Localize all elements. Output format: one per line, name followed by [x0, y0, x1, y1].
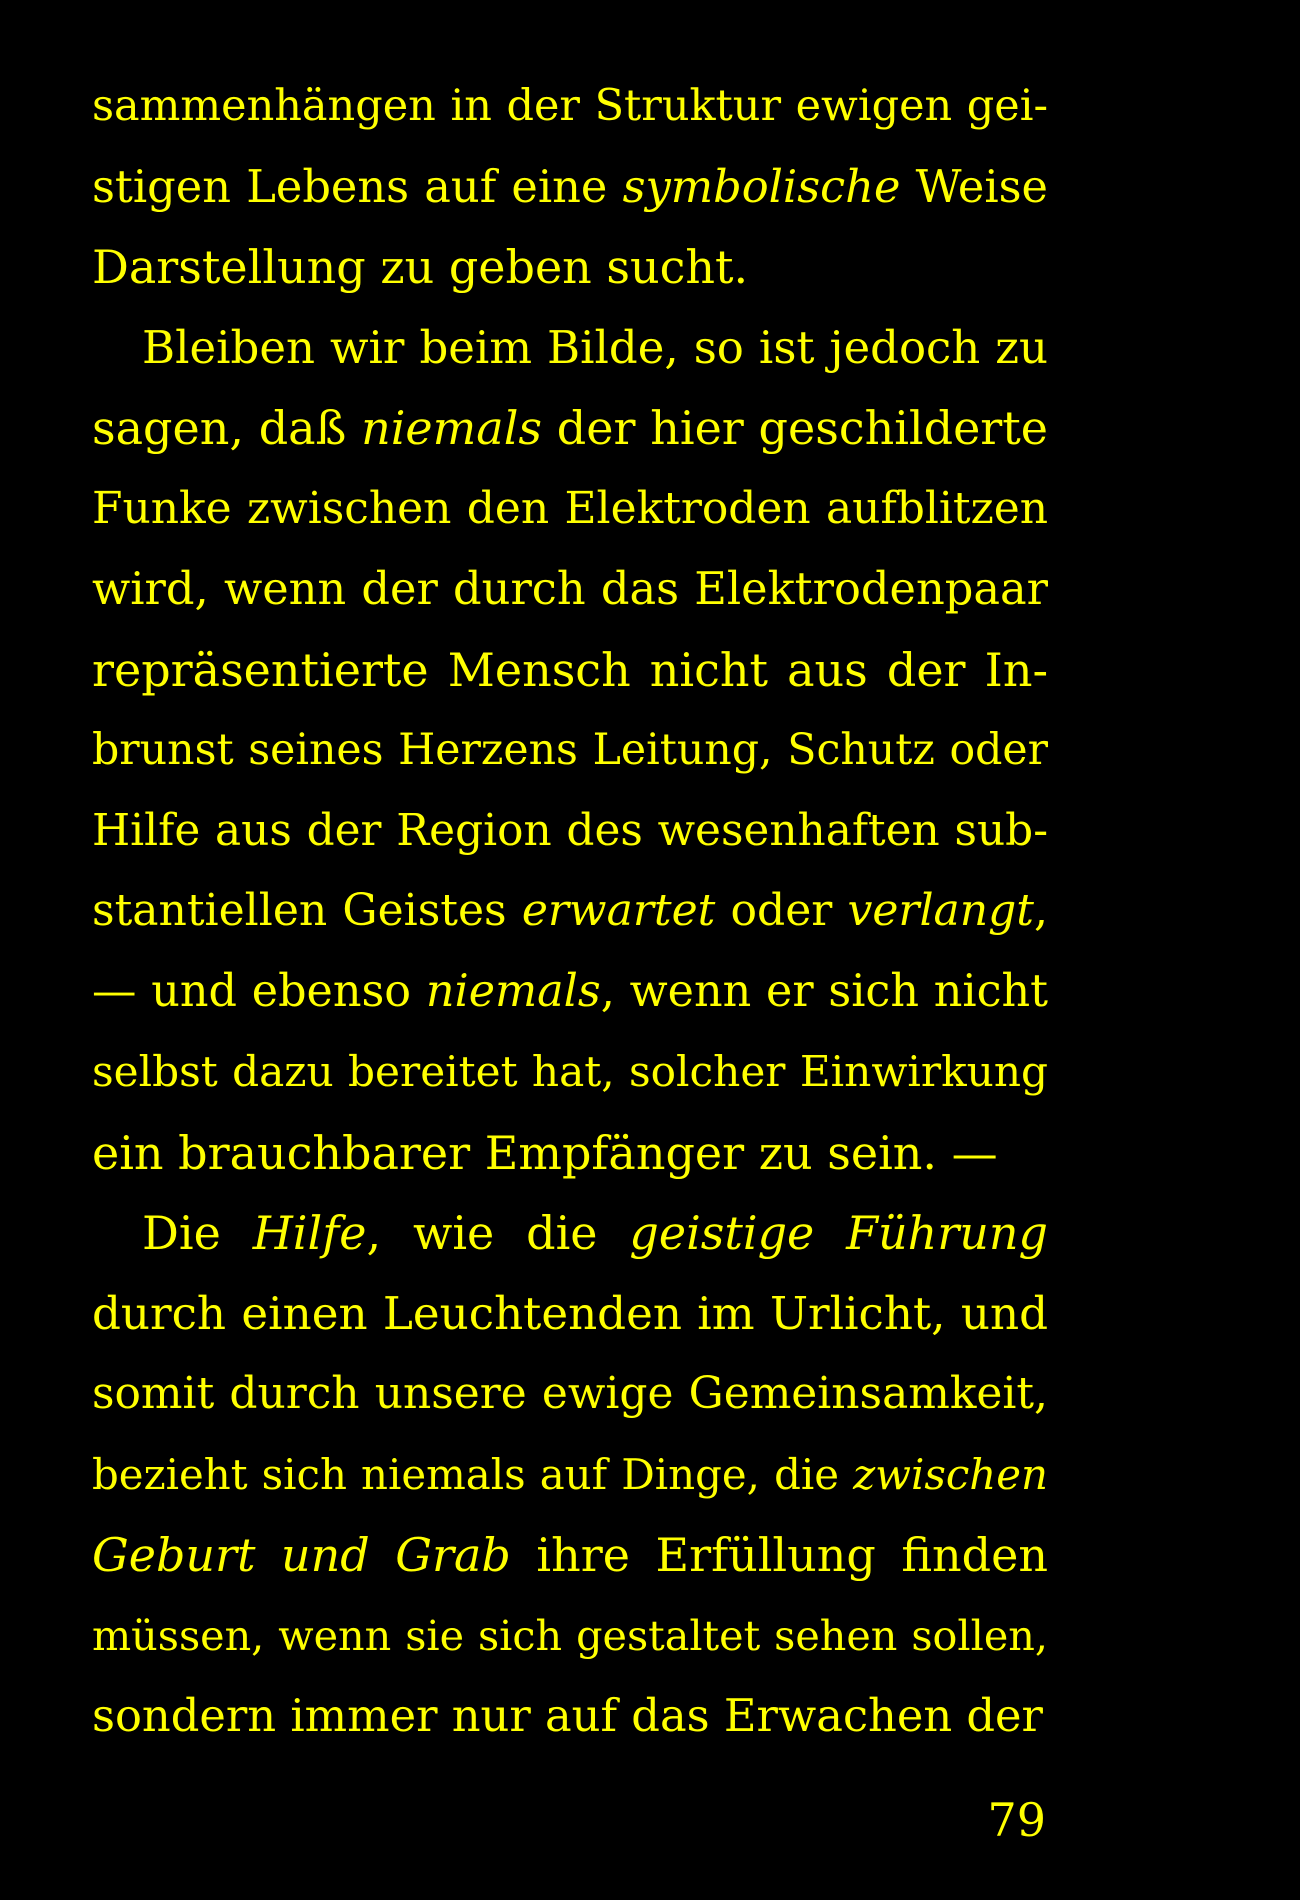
text-line	[92, 1515, 1048, 1596]
text-segment: oder	[715, 885, 848, 936]
body-text	[92, 66, 1048, 1757]
text-line	[92, 952, 1048, 1033]
text-line	[92, 871, 1048, 952]
text-segment: Darstellung zu geben sucht.	[92, 240, 749, 294]
text-segment: sagen, daß	[92, 401, 362, 455]
text-segment: stantiellen Geistes	[92, 885, 522, 936]
paragraph	[92, 1193, 1048, 1757]
paragraph	[92, 66, 1048, 308]
text-segment: repräsentierte Mensch nicht aus der In-	[92, 642, 1048, 697]
italic-text: symbolische	[622, 160, 901, 213]
italic-text: Hilfe	[252, 1206, 367, 1260]
italic-text: erwartet	[521, 885, 716, 936]
text-segment: durch einen Leuchtenden im Urlicht, und	[92, 1286, 1048, 1340]
italic-text: niemals	[361, 401, 543, 455]
text-line	[92, 791, 1048, 872]
text-segment: Die	[142, 1206, 253, 1260]
text-segment: müssen, wenn sie sich gestaltet sehen sollen,	[92, 1611, 1048, 1660]
text-segment: ein brauchbarer Empfänger zu sein. —	[92, 1125, 998, 1180]
text-segment: somit durch unsere ewige Gemeinsamkeit,	[92, 1368, 1048, 1419]
text-line	[92, 710, 1048, 791]
text-line	[92, 1113, 1048, 1194]
text-line	[92, 147, 1048, 228]
text-segment: Bleiben wir beim Bilde, so ist jedoch zu	[142, 320, 1048, 374]
italic-text: verlangt	[847, 885, 1034, 936]
text-segment: Weise	[900, 160, 1048, 213]
page-number: 79	[987, 1793, 1046, 1847]
text-segment: , wie die	[366, 1206, 630, 1260]
text-segment: ihre Erfüllung finden	[510, 1528, 1048, 1582]
text-segment: ,	[1034, 885, 1048, 936]
text-line	[92, 1032, 1048, 1113]
text-line	[92, 1274, 1048, 1355]
text-line	[92, 1435, 1048, 1516]
text-line	[92, 227, 1048, 308]
paragraph	[92, 308, 1048, 1194]
text-segment: brunst seines Herzens Leitung, Schutz oder	[92, 725, 1048, 775]
text-line	[92, 308, 1048, 389]
text-line	[92, 549, 1048, 630]
text-segment: Funke zwischen den Elektroden aufblitzen	[92, 482, 1048, 534]
italic-text: geistige Führung	[629, 1206, 1048, 1260]
text-segment: , wenn er sich nicht	[600, 965, 1048, 1017]
text-line	[92, 1676, 1048, 1757]
text-line	[92, 630, 1048, 711]
italic-text: niemals	[425, 965, 601, 1017]
text-segment: wird, wenn der durch das Elektrodenpaar	[92, 563, 1048, 615]
text-line	[92, 1354, 1048, 1435]
text-segment: selbst dazu bereitet hat, solcher Einwirkung	[92, 1047, 1048, 1096]
text-segment: Hilfe aus der Region des wesenhaften sub-	[92, 804, 1048, 856]
text-segment: stigen Lebens auf eine	[92, 160, 623, 213]
italic-text: Geburt und Grab	[92, 1528, 511, 1582]
text-segment: sammenhängen in der Struktur ewigen gei-	[92, 81, 1048, 131]
text-line	[92, 469, 1048, 550]
text-segment: sondern immer nur auf das Erwachen der	[92, 1689, 1043, 1742]
text-segment: bezieht sich niemals auf Dinge, die	[92, 1449, 854, 1499]
text-segment: — und ebenso	[92, 965, 426, 1017]
text-line	[92, 1596, 1048, 1677]
text-line	[92, 66, 1048, 147]
text-line	[92, 1193, 1048, 1274]
italic-text: zwischen	[853, 1449, 1048, 1499]
text-segment: der hier geschilderte	[542, 401, 1049, 455]
text-line	[92, 388, 1048, 469]
